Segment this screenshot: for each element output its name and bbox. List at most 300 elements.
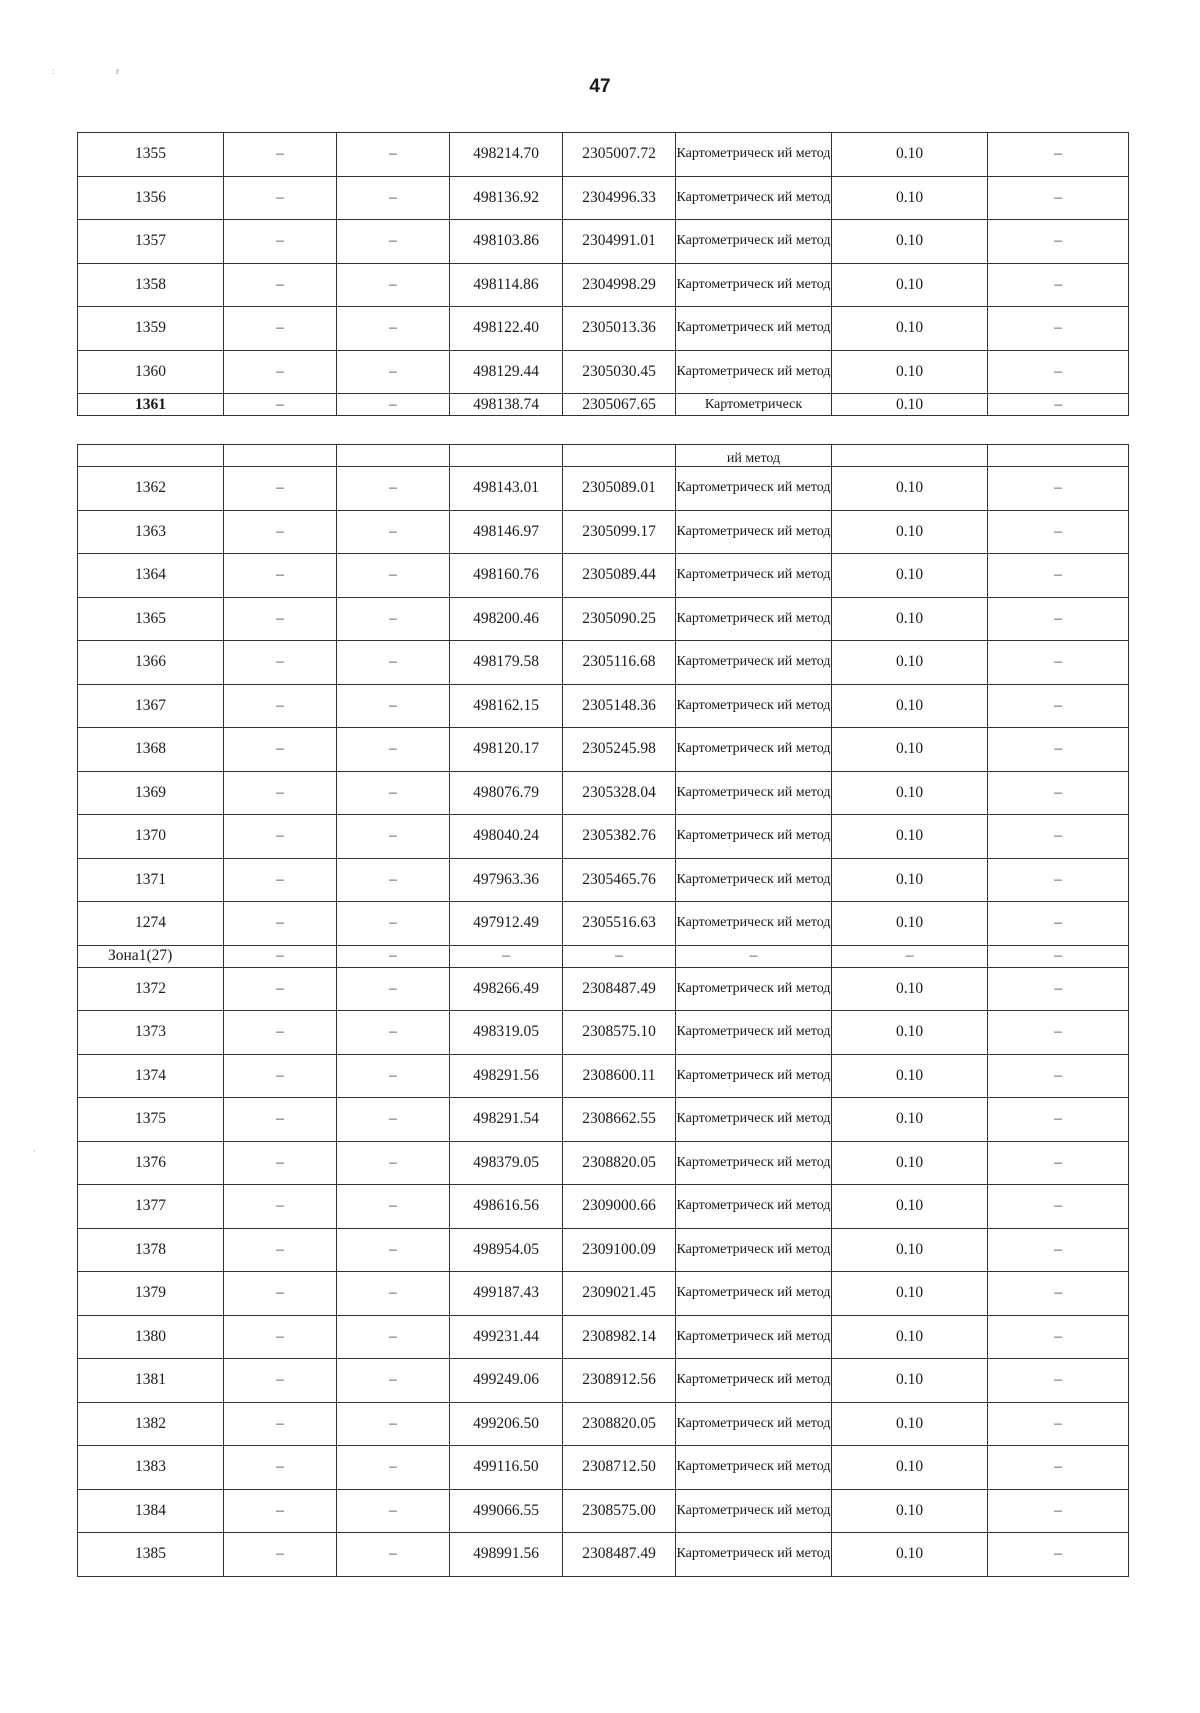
dash-cell: – xyxy=(337,1446,450,1490)
method-cell: Картометрическ ий метод xyxy=(676,902,832,946)
point-id-cell: 1372 xyxy=(78,967,224,1011)
dash-cell: – xyxy=(988,1054,1129,1098)
coordinates-table-upper xyxy=(77,132,1129,416)
dash-cell: – xyxy=(337,597,450,641)
precision-cell: 0.10 xyxy=(832,641,988,685)
y-coordinate-cell: 2308912.56 xyxy=(563,1359,676,1403)
y-coordinate-cell: 2308662.55 xyxy=(563,1098,676,1142)
dash-cell: – xyxy=(988,394,1129,416)
dash-cell: – xyxy=(224,771,337,815)
dash-cell: – xyxy=(988,967,1129,1011)
dash-cell: – xyxy=(224,967,337,1011)
point-id-cell: 1355 xyxy=(78,133,224,177)
dash-cell: – xyxy=(337,307,450,351)
dash-cell: – xyxy=(224,554,337,598)
table-row xyxy=(78,510,1129,554)
precision-cell: 0.10 xyxy=(832,510,988,554)
dash-cell: – xyxy=(988,220,1129,264)
dash-cell: – xyxy=(988,307,1129,351)
method-cell: Картометрическ xyxy=(676,394,832,416)
dash-cell: – xyxy=(337,771,450,815)
table-body xyxy=(78,967,1129,1576)
point-id-cell: 1367 xyxy=(78,684,224,728)
dash-cell: – xyxy=(224,1533,337,1577)
dash-cell: – xyxy=(337,394,450,416)
method-cell: Картометрическ ий метод xyxy=(676,1489,832,1533)
y-coordinate-cell: 2309100.09 xyxy=(563,1228,676,1272)
precision-cell: 0.10 xyxy=(832,1359,988,1403)
table-row xyxy=(78,1272,1129,1316)
y-coordinate-cell: 2305089.01 xyxy=(563,467,676,511)
dash-cell: – xyxy=(224,176,337,220)
dash-cell: – xyxy=(224,263,337,307)
y-coordinate-cell: 2308712.50 xyxy=(563,1446,676,1490)
point-id-cell: 1359 xyxy=(78,307,224,351)
precision-cell: 0.10 xyxy=(832,263,988,307)
dash-cell: – xyxy=(988,1272,1129,1316)
dash-cell: – xyxy=(337,1185,450,1229)
x-coordinate-cell: 498143.01 xyxy=(450,467,563,511)
method-cell: Картометрическ ий метод xyxy=(676,771,832,815)
precision-cell: 0.10 xyxy=(832,858,988,902)
x-coordinate-cell: 499231.44 xyxy=(450,1315,563,1359)
x-coordinate-cell: 499206.50 xyxy=(450,1402,563,1446)
precision-cell: 0.10 xyxy=(832,771,988,815)
x-coordinate-cell: 498114.86 xyxy=(450,263,563,307)
dash-cell: – xyxy=(988,902,1129,946)
precision-cell: 0.10 xyxy=(832,1228,988,1272)
point-id-cell: 1378 xyxy=(78,1228,224,1272)
table-continuation xyxy=(78,445,1129,467)
precision-cell: 0.10 xyxy=(832,684,988,728)
empty-cell xyxy=(224,445,337,467)
precision-cell: 0.10 xyxy=(832,1446,988,1490)
dash-cell: – xyxy=(988,263,1129,307)
x-coordinate-cell: 499187.43 xyxy=(450,1272,563,1316)
x-coordinate-cell: 498616.56 xyxy=(450,1185,563,1229)
method-cell: Картометрическ ий метод xyxy=(676,641,832,685)
dash-cell: – xyxy=(988,133,1129,177)
y-coordinate-cell: 2305067.65 xyxy=(563,394,676,416)
empty-cell xyxy=(78,445,224,467)
dash-cell: – xyxy=(988,1185,1129,1229)
method-cell: Картометрическ ий метод xyxy=(676,1141,832,1185)
y-coordinate-cell: 2305030.45 xyxy=(563,350,676,394)
dash-cell: – xyxy=(988,684,1129,728)
dash-cell: – xyxy=(337,510,450,554)
table-row xyxy=(78,771,1129,815)
precision-cell: 0.10 xyxy=(832,1489,988,1533)
dash-cell: – xyxy=(224,858,337,902)
dash-cell: – xyxy=(337,176,450,220)
x-coordinate-cell: 498122.40 xyxy=(450,307,563,351)
dash-cell: – xyxy=(337,728,450,772)
y-coordinate-cell: 2308820.05 xyxy=(563,1141,676,1185)
precision-cell: 0.10 xyxy=(832,1098,988,1142)
table-row xyxy=(78,1185,1129,1229)
dash-cell: – xyxy=(224,1098,337,1142)
table-row xyxy=(78,1402,1129,1446)
x-coordinate-cell: 498076.79 xyxy=(450,771,563,815)
dash-cell: – xyxy=(224,815,337,859)
method-cell: Картометрическ ий метод xyxy=(676,1402,832,1446)
x-coordinate-cell: 498160.76 xyxy=(450,554,563,598)
y-coordinate-cell: 2308982.14 xyxy=(563,1315,676,1359)
table-row xyxy=(78,1533,1129,1577)
precision-cell: 0.10 xyxy=(832,815,988,859)
dash-cell: – xyxy=(224,1402,337,1446)
dash-cell: – xyxy=(988,815,1129,859)
table-row xyxy=(78,133,1129,177)
dash-cell: – xyxy=(224,902,337,946)
dash-cell: – xyxy=(988,1141,1129,1185)
dash-cell: – xyxy=(337,1272,450,1316)
point-id-cell: 1379 xyxy=(78,1272,224,1316)
table-body xyxy=(78,133,1129,394)
dash-cell: – xyxy=(224,641,337,685)
dash-cell: – xyxy=(337,1054,450,1098)
dash-cell: – xyxy=(224,1359,337,1403)
dash-cell: – xyxy=(988,1402,1129,1446)
point-id-cell: 1357 xyxy=(78,220,224,264)
dash-cell: – xyxy=(337,1141,450,1185)
method-cell-continuation: ий метод xyxy=(676,445,832,467)
table-row xyxy=(78,641,1129,685)
precision-cell: 0.10 xyxy=(832,554,988,598)
y-coordinate-cell: 2305007.72 xyxy=(563,133,676,177)
table-row xyxy=(78,176,1129,220)
y-coordinate-cell: 2305148.36 xyxy=(563,684,676,728)
empty-cell xyxy=(563,445,676,467)
dash-cell: – xyxy=(337,945,450,967)
precision-cell: 0.10 xyxy=(832,1315,988,1359)
table-row xyxy=(78,467,1129,511)
method-cell: Картометрическ ий метод xyxy=(676,815,832,859)
dash-cell: – xyxy=(988,1228,1129,1272)
method-cell: Картометрическ ий метод xyxy=(676,510,832,554)
table-row xyxy=(78,1315,1129,1359)
y-coordinate-cell: 2308487.49 xyxy=(563,967,676,1011)
table-row xyxy=(78,394,1129,416)
point-id-cell: 1384 xyxy=(78,1489,224,1533)
dash-cell: – xyxy=(988,1011,1129,1055)
method-cell: Картометрическ ий метод xyxy=(676,1185,832,1229)
dash-cell: – xyxy=(224,1315,337,1359)
x-coordinate-cell: 498291.56 xyxy=(450,1054,563,1098)
dash-cell: – xyxy=(337,1359,450,1403)
dash-cell: – xyxy=(337,1402,450,1446)
method-cell: Картометрическ ий метод xyxy=(676,1011,832,1055)
dash-cell: – xyxy=(224,597,337,641)
dash-cell: – xyxy=(337,1228,450,1272)
point-id-cell: 1364 xyxy=(78,554,224,598)
point-id-cell: 1380 xyxy=(78,1315,224,1359)
dash-cell: – xyxy=(337,815,450,859)
table-row xyxy=(78,1489,1129,1533)
point-id-cell: 1356 xyxy=(78,176,224,220)
x-coordinate-cell: 498291.54 xyxy=(450,1098,563,1142)
dash-cell: – xyxy=(224,307,337,351)
dash-cell: – xyxy=(988,597,1129,641)
method-cell: Картометрическ ий метод xyxy=(676,728,832,772)
x-coordinate-cell: 499066.55 xyxy=(450,1489,563,1533)
y-coordinate-cell: 2305090.25 xyxy=(563,597,676,641)
empty-cell xyxy=(832,445,988,467)
y-coordinate-cell: 2305516.63 xyxy=(563,902,676,946)
table-row-continuation xyxy=(78,445,1129,467)
point-id-cell: 1362 xyxy=(78,467,224,511)
point-id-cell: 1368 xyxy=(78,728,224,772)
dash-cell: – xyxy=(224,1489,337,1533)
dash-cell: – xyxy=(563,945,676,967)
y-coordinate-cell: 2308487.49 xyxy=(563,1533,676,1577)
method-cell: Картометрическ ий метод xyxy=(676,554,832,598)
dash-cell: – xyxy=(224,467,337,511)
dash-cell: – xyxy=(337,1533,450,1577)
dash-cell: – xyxy=(988,176,1129,220)
dash-cell: – xyxy=(224,1011,337,1055)
dash-cell: – xyxy=(224,684,337,728)
method-cell: Картометрическ ий метод xyxy=(676,133,832,177)
dash-cell: – xyxy=(337,641,450,685)
dash-cell: – xyxy=(224,510,337,554)
dash-cell: – xyxy=(224,394,337,416)
point-id-cell: 1371 xyxy=(78,858,224,902)
method-cell: Картометрическ ий метод xyxy=(676,467,832,511)
method-cell: Картометрическ ий метод xyxy=(676,1054,832,1098)
y-coordinate-cell: 2305089.44 xyxy=(563,554,676,598)
precision-cell: 0.10 xyxy=(832,597,988,641)
method-cell: Картометрическ ий метод xyxy=(676,1533,832,1577)
dash-cell: – xyxy=(988,1446,1129,1490)
table-row xyxy=(78,597,1129,641)
x-coordinate-cell: 498162.15 xyxy=(450,684,563,728)
y-coordinate-cell: 2308575.00 xyxy=(563,1489,676,1533)
dash-cell: – xyxy=(224,350,337,394)
method-cell: Картометрическ ий метод xyxy=(676,263,832,307)
empty-cell xyxy=(337,445,450,467)
point-id-cell: 1375 xyxy=(78,1098,224,1142)
point-id-cell: 1363 xyxy=(78,510,224,554)
method-cell: Картометрическ ий метод xyxy=(676,220,832,264)
x-coordinate-cell: 498120.17 xyxy=(450,728,563,772)
dash-cell: – xyxy=(988,1489,1129,1533)
dash-cell: – xyxy=(337,902,450,946)
point-id-cell: 1385 xyxy=(78,1533,224,1577)
point-id-cell: 1376 xyxy=(78,1141,224,1185)
point-id-cell: 1383 xyxy=(78,1446,224,1490)
x-coordinate-cell: 498266.49 xyxy=(450,967,563,1011)
coordinates-table-lower xyxy=(77,444,1129,1577)
method-cell: Картометрическ ий метод xyxy=(676,1315,832,1359)
dash-cell: – xyxy=(988,858,1129,902)
x-coordinate-cell: 498214.70 xyxy=(450,133,563,177)
x-coordinate-cell: 497963.36 xyxy=(450,858,563,902)
y-coordinate-cell: 2308820.05 xyxy=(563,1402,676,1446)
x-coordinate-cell: 498146.97 xyxy=(450,510,563,554)
table-row xyxy=(78,728,1129,772)
precision-cell: 0.10 xyxy=(832,967,988,1011)
point-id-cell: 1373 xyxy=(78,1011,224,1055)
dash-cell: – xyxy=(988,1533,1129,1577)
page-number: 47 xyxy=(589,76,611,97)
point-id-cell: 1369 xyxy=(78,771,224,815)
dash-cell: – xyxy=(337,350,450,394)
dash-cell: – xyxy=(337,554,450,598)
empty-cell xyxy=(450,445,563,467)
dash-cell: – xyxy=(224,133,337,177)
y-coordinate-cell: 2304996.33 xyxy=(563,176,676,220)
dash-cell: – xyxy=(224,1228,337,1272)
table-row xyxy=(78,1228,1129,1272)
table-row xyxy=(78,1446,1129,1490)
dash-cell: – xyxy=(337,967,450,1011)
dash-cell: – xyxy=(832,945,988,967)
dash-cell: – xyxy=(337,1489,450,1533)
x-coordinate-cell: 498179.58 xyxy=(450,641,563,685)
dash-cell: – xyxy=(676,945,832,967)
zone-label-cell: Зона1(27) xyxy=(78,945,224,967)
x-coordinate-cell: 499249.06 xyxy=(450,1359,563,1403)
precision-cell: 0.10 xyxy=(832,1011,988,1055)
precision-cell: 0.10 xyxy=(832,133,988,177)
table-body-last-row xyxy=(78,394,1129,416)
method-cell: Картометрическ ий метод xyxy=(676,1446,832,1490)
precision-cell: 0.10 xyxy=(832,176,988,220)
table-row xyxy=(78,1054,1129,1098)
point-id-cell: 1381 xyxy=(78,1359,224,1403)
empty-cell xyxy=(988,445,1129,467)
y-coordinate-cell: 2305465.76 xyxy=(563,858,676,902)
point-id-cell: 1377 xyxy=(78,1185,224,1229)
x-coordinate-cell: 498991.56 xyxy=(450,1533,563,1577)
table-row xyxy=(78,1098,1129,1142)
scan-mark: · xyxy=(33,1146,36,1156)
precision-cell: 0.10 xyxy=(832,350,988,394)
point-id-cell: 1361 xyxy=(78,394,224,416)
x-coordinate-cell: 498138.74 xyxy=(450,394,563,416)
y-coordinate-cell: 2309021.45 xyxy=(563,1272,676,1316)
table-row xyxy=(78,902,1129,946)
dash-cell: – xyxy=(337,1098,450,1142)
table-row xyxy=(78,684,1129,728)
table-row xyxy=(78,1011,1129,1055)
dash-cell: – xyxy=(988,467,1129,511)
dash-cell: – xyxy=(988,350,1129,394)
table-row xyxy=(78,858,1129,902)
method-cell: Картометрическ ий метод xyxy=(676,858,832,902)
x-coordinate-cell: 498129.44 xyxy=(450,350,563,394)
point-id-cell: 1274 xyxy=(78,902,224,946)
y-coordinate-cell: 2305382.76 xyxy=(563,815,676,859)
method-cell: Картометрическ ий метод xyxy=(676,350,832,394)
dash-cell: – xyxy=(337,133,450,177)
zone-row xyxy=(78,945,1129,967)
y-coordinate-cell: 2304998.29 xyxy=(563,263,676,307)
zone-row-body xyxy=(78,945,1129,967)
method-cell: Картометрическ ий метод xyxy=(676,307,832,351)
dash-cell: – xyxy=(988,510,1129,554)
table-body xyxy=(78,467,1129,946)
method-cell: Картометрическ ий метод xyxy=(676,967,832,1011)
precision-cell: 0.10 xyxy=(832,902,988,946)
x-coordinate-cell: 498136.92 xyxy=(450,176,563,220)
dash-cell: – xyxy=(337,1315,450,1359)
dash-cell: – xyxy=(337,858,450,902)
method-cell: Картометрическ ий метод xyxy=(676,1098,832,1142)
method-cell: Картометрическ ий метод xyxy=(676,597,832,641)
precision-cell: 0.10 xyxy=(832,1054,988,1098)
y-coordinate-cell: 2309000.66 xyxy=(563,1185,676,1229)
point-id-cell: 1366 xyxy=(78,641,224,685)
point-id-cell: 1382 xyxy=(78,1402,224,1446)
table-row xyxy=(78,815,1129,859)
x-coordinate-cell: 498319.05 xyxy=(450,1011,563,1055)
y-coordinate-cell: 2308575.10 xyxy=(563,1011,676,1055)
dash-cell: – xyxy=(337,1011,450,1055)
dash-cell: – xyxy=(337,467,450,511)
precision-cell: 0.10 xyxy=(832,307,988,351)
dash-cell: – xyxy=(988,641,1129,685)
precision-cell: 0.10 xyxy=(832,467,988,511)
table-row xyxy=(78,967,1129,1011)
table-row xyxy=(78,350,1129,394)
precision-cell: 0.10 xyxy=(832,1272,988,1316)
table-row xyxy=(78,220,1129,264)
y-coordinate-cell: 2305116.68 xyxy=(563,641,676,685)
method-cell: Картометрическ ий метод xyxy=(676,1359,832,1403)
x-coordinate-cell: 498200.46 xyxy=(450,597,563,641)
x-coordinate-cell: 498379.05 xyxy=(450,1141,563,1185)
dash-cell: – xyxy=(224,1054,337,1098)
dash-cell: – xyxy=(988,945,1129,967)
scan-mark: r xyxy=(116,66,119,76)
dash-cell: – xyxy=(224,1141,337,1185)
y-coordinate-cell: 2305328.04 xyxy=(563,771,676,815)
dash-cell: – xyxy=(988,1098,1129,1142)
precision-cell: 0.10 xyxy=(832,1533,988,1577)
precision-cell: 0.10 xyxy=(832,1185,988,1229)
x-coordinate-cell: 499116.50 xyxy=(450,1446,563,1490)
point-id-cell: 1360 xyxy=(78,350,224,394)
x-coordinate-cell: 498040.24 xyxy=(450,815,563,859)
y-coordinate-cell: 2308600.11 xyxy=(563,1054,676,1098)
dash-cell: – xyxy=(988,1315,1129,1359)
dash-cell: – xyxy=(988,771,1129,815)
precision-cell: 0.10 xyxy=(832,220,988,264)
dash-cell: – xyxy=(224,1185,337,1229)
precision-cell: 0.10 xyxy=(832,1141,988,1185)
x-coordinate-cell: 498954.05 xyxy=(450,1228,563,1272)
dash-cell: – xyxy=(224,1272,337,1316)
y-coordinate-cell: 2304991.01 xyxy=(563,220,676,264)
dash-cell: – xyxy=(450,945,563,967)
dash-cell: – xyxy=(337,684,450,728)
precision-cell: 0.10 xyxy=(832,728,988,772)
point-id-cell: 1374 xyxy=(78,1054,224,1098)
dash-cell: – xyxy=(224,945,337,967)
table-row xyxy=(78,554,1129,598)
table-row xyxy=(78,263,1129,307)
dash-cell: – xyxy=(988,1359,1129,1403)
table-row xyxy=(78,1359,1129,1403)
method-cell: Картометрическ ий метод xyxy=(676,684,832,728)
y-coordinate-cell: 2305099.17 xyxy=(563,510,676,554)
dash-cell: – xyxy=(337,220,450,264)
dash-cell: – xyxy=(337,263,450,307)
method-cell: Картометрическ ий метод xyxy=(676,1272,832,1316)
x-coordinate-cell: 497912.49 xyxy=(450,902,563,946)
